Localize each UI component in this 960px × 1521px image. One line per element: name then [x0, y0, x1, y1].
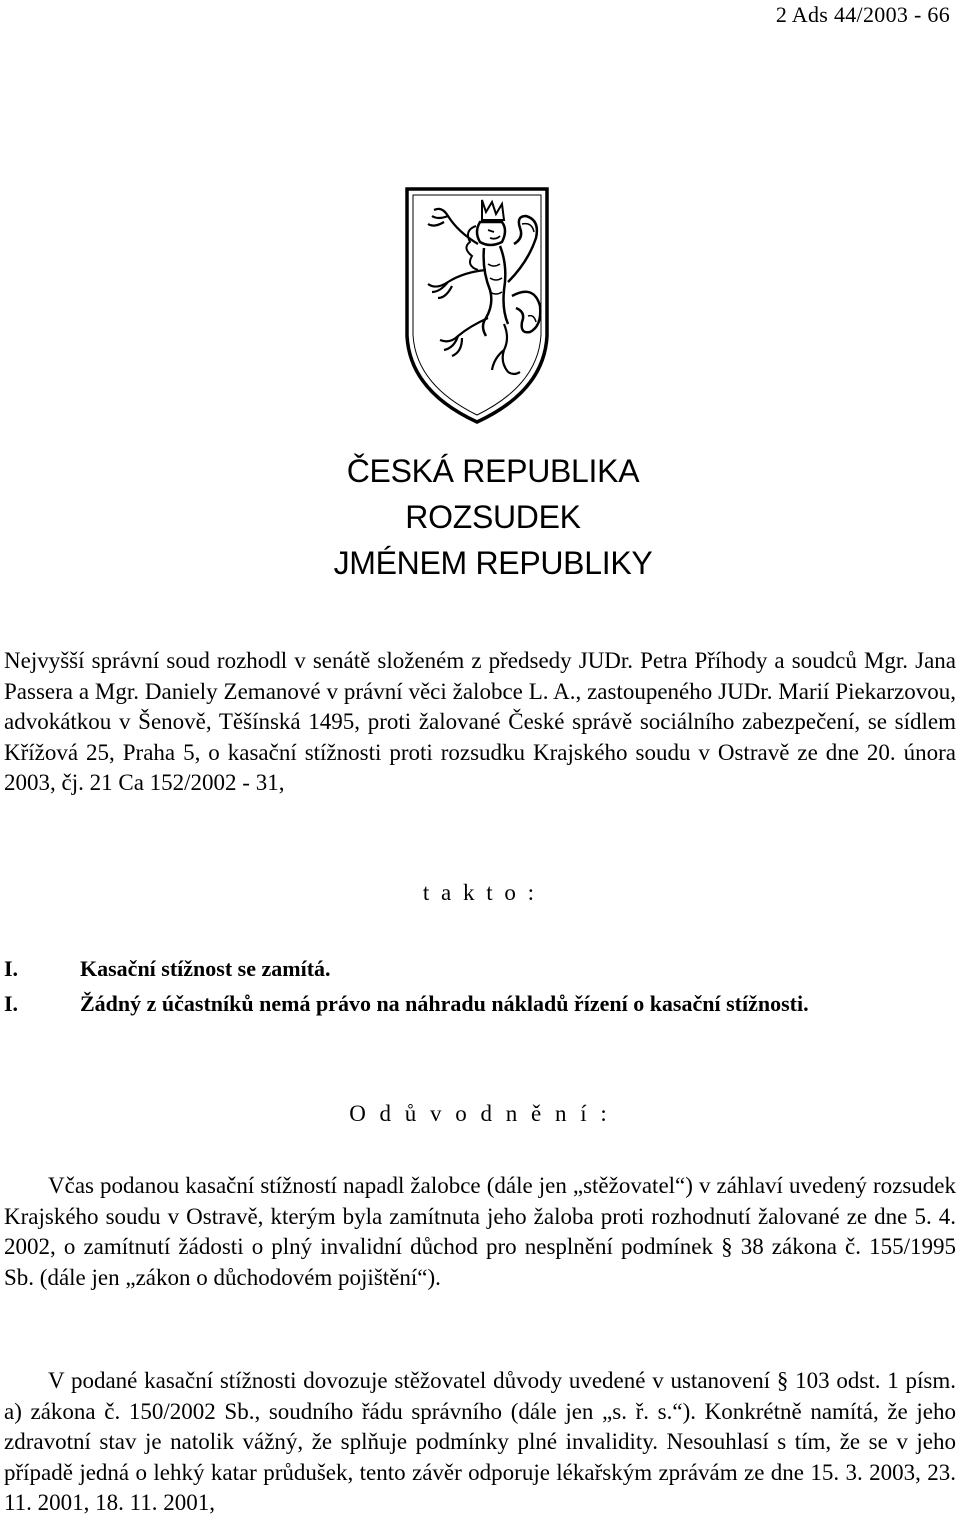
verdict-number: I. — [4, 956, 19, 981]
heading-in-name-of: JMÉNEM REPUBLIKY — [333, 545, 653, 581]
intro-paragraph: Nejvyšší správní soud rozhodl v senátě složeném z předsedy JUDr. Petra Příhody a soudců Mgr. Jana Passera a Mgr. Daniely Zemanové v právní věci žalobce L. A., zastoupeného JUDr. Marií Piekarzovou, advokátkou v Šenově, Těšínská 1495, proti žalované České správě sociálního zabezpečení, se sídlem Křížová 25, Praha 5, o kasační stížnosti proti rozsudku Krajského soudu v Ostravě ze dne 20. února 2003, čj. 21 Ca 152/2002 - 31, — [4, 648, 956, 795]
document-heading — [0, 448, 960, 586]
reasoning-title: O d ů v o d n ě n í : — [349, 1101, 611, 1126]
takto-label: t a k t o : — [422, 880, 538, 905]
czech-lion-coat-of-arms-icon — [404, 186, 550, 426]
verdict-item — [4, 989, 956, 1019]
heading-document-type: ROZSUDEK — [405, 499, 581, 535]
verdict-text: Žádný z účastníků nemá právo na náhradu nákladů řízení o kasační stížnosti. — [80, 991, 809, 1016]
reasoning-paragraph: Včas podanou kasační stížností napadl žalobce (dále jen „stěžovatel“) v záhlaví uvedený rozsudek Krajského soudu v Ostravě, kterým byla zamítnuta jeho žaloba proti rozhodnutí žalované ze dne 5. 4. 2002, o zamítnutí žádosti o plný invalidní důchod pro nesplnění podmínek § 38 zákona č. 155/1995 Sb. (dále jen „zákon o důchodovém pojištění“). — [4, 1173, 956, 1290]
verdict-item — [4, 954, 956, 984]
case-reference: 2 Ads 44/2003 - 66 — [775, 2, 950, 27]
verdict-number: I. — [4, 991, 19, 1016]
verdict-text: Kasační stížnost se zamítá. — [80, 956, 331, 981]
heading-country: ČESKÁ REPUBLIKA — [346, 453, 640, 489]
reasoning-paragraph: V podané kasační stížnosti dovozuje stěžovatel důvody uvedené v ustanovení § 103 odst. 1 písm. a) zákona č. 150/2002 Sb., soudního řádu správního (dále jen „s. ř. s.“). Konkrétně namítá, že jeho zdravotní stav je natolik vážný, že splňuje podmínky plné invalidity. Nesouhlasí s tím, že se v jeho případě jedná o lehký katar průdušek, tento závěr odporuje lékařským zprávám ze dne 15. 3. 2003, 23. 11. 2001, 18. 11. 2001, — [4, 1368, 956, 1515]
